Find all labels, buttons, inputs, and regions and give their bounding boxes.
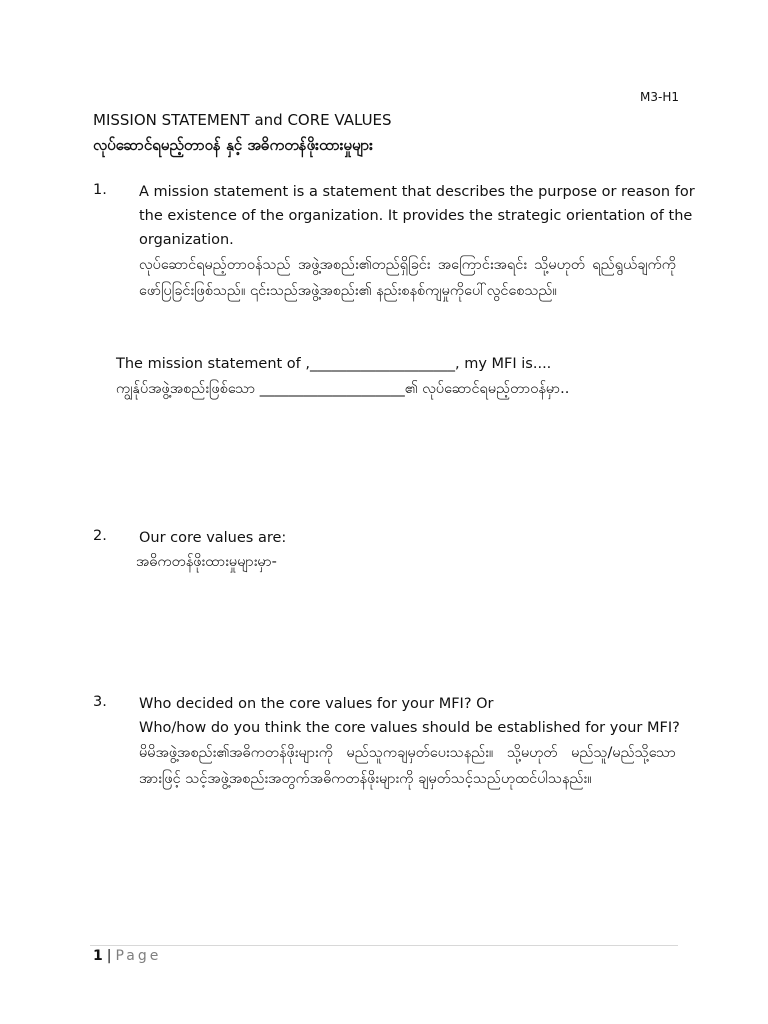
item-3-body	[139, 692, 680, 792]
item-1-text-line: A mission statement is a statement that describes the purpose or reason for	[139, 184, 695, 200]
footer-divider	[90, 945, 678, 946]
item-2-myanmar-text: အဓိကတန်ဖိုးထားမှုများမှာ-	[136, 554, 277, 570]
item-2-text-line: Our core values are:	[139, 530, 287, 546]
mission-fill-in-myanmar: ကျွန်ုပ်အဖွဲ့အစည်းဖြစ်သော ____________________၏ လုပ်ဆောင်ရမည့်တာဝန်မှာ..	[116, 381, 570, 397]
page-footer	[93, 947, 161, 965]
item-1-text-line: organization.	[139, 232, 234, 248]
item-3-text-line: Who decided on the core values for your MFI? Or	[139, 696, 494, 712]
document-code: M3-H1	[640, 90, 679, 104]
page-number: 1	[93, 948, 103, 964]
item-2-body	[139, 526, 676, 550]
item-3-myanmar-text: မိမိအဖွဲ့အစည်း၏အဓိကတန်ဖိုးများကို မည်သူကချမှတ်ပေးသနည်း။ သို့မဟုတ် မည်သူ/မည်သို့သောအားဖြင့် သင့်အဖွဲ့အစည်းအတွက်အဓိကတန်ဖိုးများကို ချမှတ်သင့်သည်ဟုထင်ပါသနည်း။	[139, 745, 676, 787]
item-number: 3.	[93, 694, 107, 710]
item-1-body	[139, 180, 695, 304]
item-3-text-line: Who/how do you think the core values should be established for your MFI?	[139, 720, 680, 736]
item-number: 1.	[93, 182, 107, 198]
page-title: MISSION STATEMENT and CORE VALUES	[93, 111, 392, 129]
mission-fill-in-english: The mission statement of ,____________________, my MFI is....	[116, 356, 552, 372]
page-title-myanmar: လုပ်ဆောင်ရမည့်တာဝန် နှင့် အဓိကတန်ဖိုးထားမှုများ	[93, 136, 373, 154]
item-1-text-line: the existence of the organization. It provides the strategic orientation of the	[139, 208, 693, 224]
item-number: 2.	[93, 528, 107, 544]
item-1-myanmar-text: လုပ်ဆောင်ရမည့်တာဝန်သည် အဖွဲ့အစည်း၏တည်ရှိခြင်း အကြောင်းအရင်း သို့မဟုတ် ရည်ရွယ်ချက်ကို ဖော်ပြခြင်းဖြစ်သည်။ ၎င်းသည်အဖွဲ့အစည်း၏ နည်းစနစ်ကျမှုကိုပေါ်လွင်စေသည်။	[139, 257, 676, 299]
page-label: Page	[115, 948, 162, 964]
footer-separator: |	[106, 948, 112, 964]
